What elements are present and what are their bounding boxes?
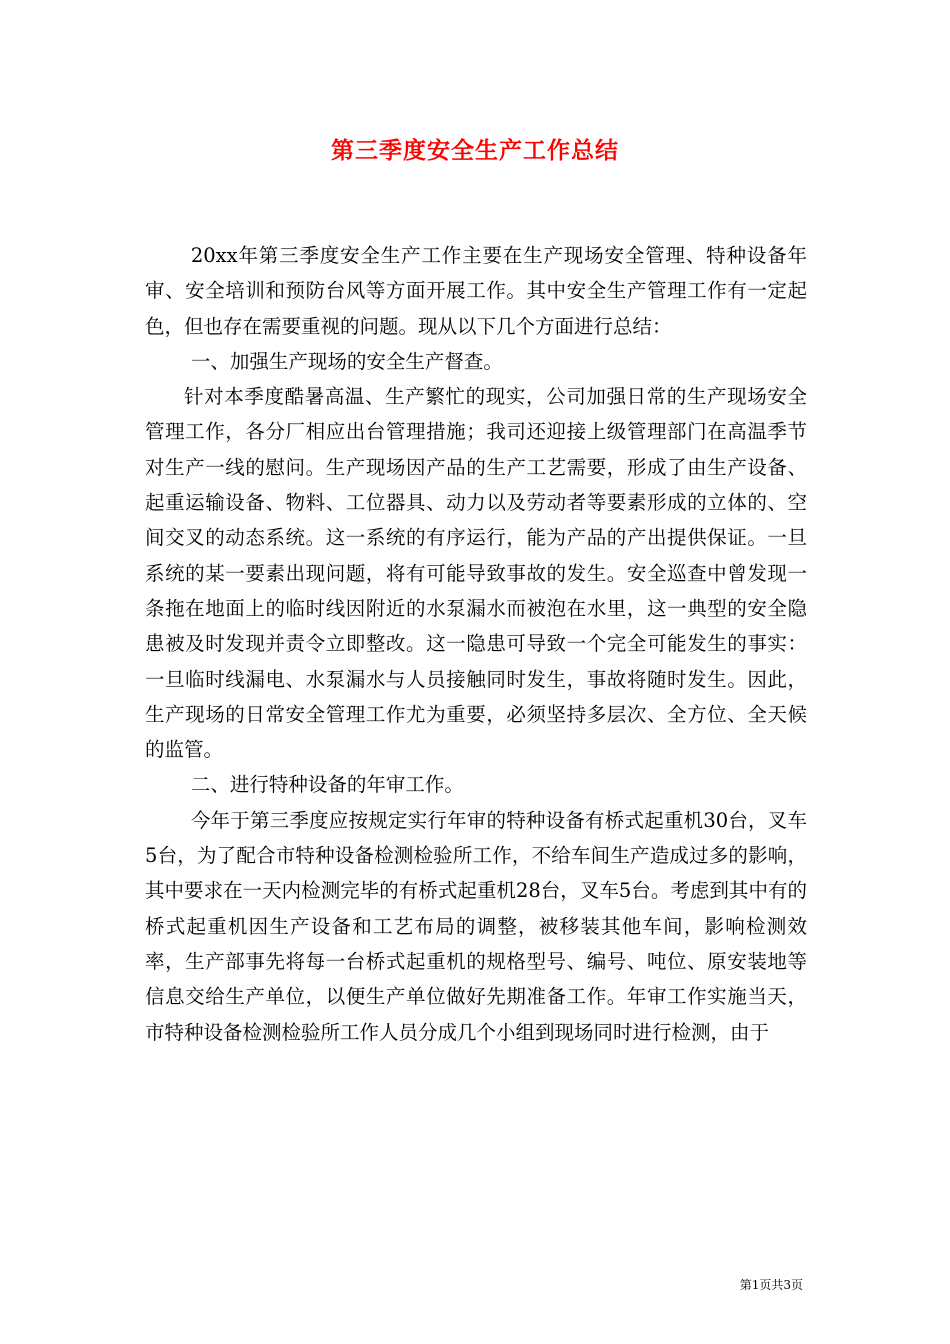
section-1-paragraph: 针对本季度酷暑高温、生产繁忙的现实，公司加强日常的生产现场安全管理工作，各分厂相应出台管理措施；我司还迎接上级管理部门在高温季节对生产一线的慰问。生产现场因产品的生产工艺需要，形成了由生产设备、起重运输设备、物料、工位器具、动力以及劳动者等要素形成的立体的、空间交叉的动态系统。这一系统的有序运行，能为产品的产出提供保证。一旦系统的某一要素出现问题，将有可能导致事故的发生。安全巡查中曾发现一条拖在地面上的临时线因附近的水泵漏水而被泡在水里，这一典型的安全隐患被及时发现并责令立即整改。这一隐患可导致一个完全可能发生的事实：一旦临时线漏电、水泵漏水与人员接触同时发生，事故将随时发生。因此，生产现场的日常安全管理工作尤为重要，必须坚持多层次、全方位、全天候的监管。: [145, 385, 807, 762]
page-number: 第1页共3页: [739, 1278, 803, 1292]
section-heading-1: 一、加强生产现场的安全生产督查。: [190, 349, 503, 373]
intro-paragraph: 20xx年第三季度安全生产工作主要在生产现场安全管理、特种设备年审、安全培训和预防台风等方面开展工作。其中安全生产管理工作有一定起色，但也存在需要重视的问题。现从以下几个方面进行总结：: [145, 244, 807, 338]
document-title: 第三季度安全生产工作总结: [331, 137, 619, 164]
section-heading-2: 二、进行特种设备的年审工作。: [190, 773, 464, 797]
section-2-paragraph: 今年于第三季度应按规定实行年审的特种设备有桥式起重机30台，叉车5台，为了配合市特种设备检测检验所工作，不给车间生产造成过多的影响，其中要求在一天内检测完毕的有桥式起重机28台，叉车5台。考虑到其中有的桥式起重机因生产设备和工艺布局的调整，被移装其他车间，影响检测效率，生产部事先将每一台桥式起重机的规格型号、编号、吨位、原安装地等信息交给生产单位，以便生产单位做好先期准备工作。年审工作实施当天，市特种设备检测检验所工作人员分成几个小组到现场同时进行检测，由于: [145, 808, 807, 1044]
document-body: [145, 238, 807, 1050]
